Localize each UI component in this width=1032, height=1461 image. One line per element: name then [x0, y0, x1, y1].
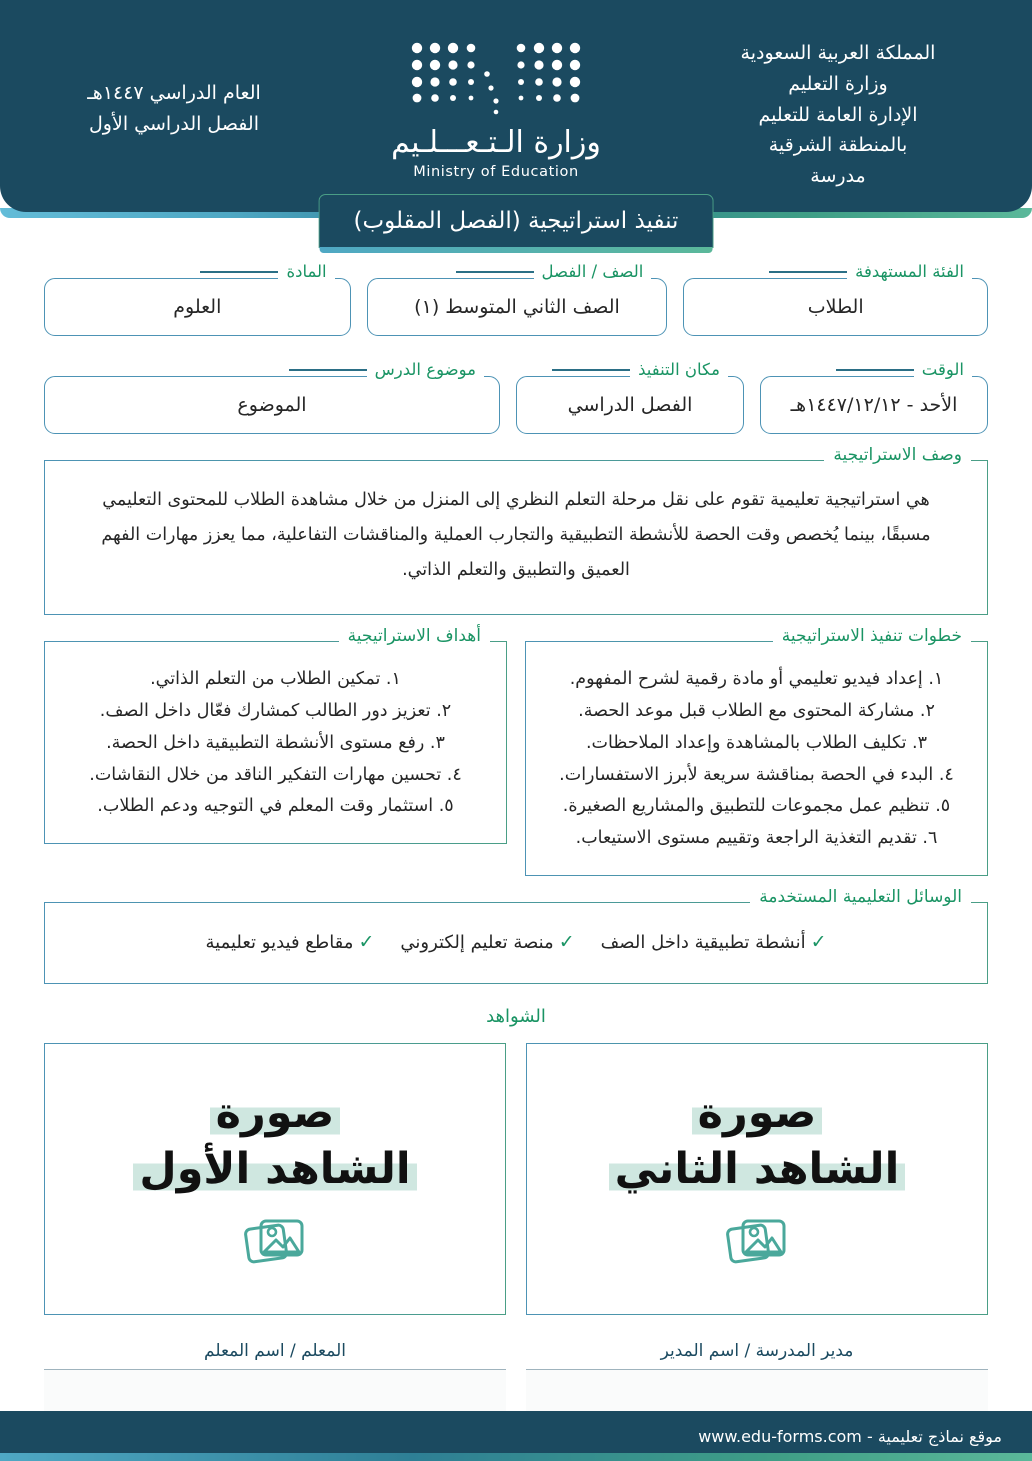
list-item: ٤. تحسين مهارات التفكير الناقد من خلال النقاشات.	[89, 764, 462, 785]
strategy-objectives-box	[44, 626, 507, 844]
list-item: ٥. تنظيم عمل مجموعات للتطبيق والمشاريع الصغيرة.	[562, 796, 951, 817]
evidence-card-first[interactable]	[44, 1043, 506, 1315]
header-line-school: مدرسة	[810, 165, 866, 188]
teaching-aids-box	[44, 887, 988, 984]
logo-english-wordmark: Ministry of Education	[413, 164, 579, 180]
strategy-steps-label: خطوات تنفيذ الاستراتيجية	[773, 628, 971, 645]
evidence-placeholder-line1: صورة	[210, 1087, 341, 1141]
field-time-value[interactable]: الأحد - ١٤٤٧/١٢/١٢هـ	[760, 376, 988, 434]
check-icon: ✓	[810, 931, 827, 954]
list-item: ١. تمكين الطلاب من التعلم الذاتي.	[150, 669, 401, 689]
teaching-aid-item[interactable]	[205, 931, 374, 953]
field-lesson-topic-label: موضوع الدرس	[367, 362, 484, 379]
image-placeholder-icon	[726, 1213, 788, 1271]
signatures-row	[44, 1341, 988, 1421]
signature-teacher-label: المعلم / اسم المعلم	[204, 1341, 346, 1362]
header-academic-year: العام الدراسي ١٤٤٧هـ	[87, 82, 261, 104]
fields-row-2	[44, 362, 988, 434]
strategy-description-label: وصف الاستراتيجية	[824, 447, 971, 464]
list-item: ١. إعداد فيديو تعليمي أو مادة رقمية لشرح المفهوم.	[569, 669, 944, 689]
field-grade-class-value[interactable]: الصف الثاني المتوسط (١)	[367, 278, 668, 336]
field-time-label: الوقت	[914, 362, 972, 379]
page-title: تنفيذ استراتيجية (الفصل المقلوب)	[319, 194, 714, 248]
field-lesson-topic-value[interactable]: الموضوع	[44, 376, 500, 434]
teaching-aid-label: منصة تعليم إلكتروني	[400, 932, 554, 954]
header-semester: الفصل الدراسي الأول	[89, 112, 259, 135]
teaching-aids-list	[65, 919, 967, 967]
evidence-placeholder-line2: الشاهد الثاني	[609, 1143, 906, 1197]
field-location	[516, 362, 744, 434]
check-icon: ✓	[358, 931, 375, 954]
list-item: ٣. رفع مستوى الأنشطة التطبيقية داخل الحصة.	[106, 732, 445, 753]
form-content	[0, 212, 1032, 1421]
strategy-steps-box	[525, 626, 988, 876]
field-location-value[interactable]: الفصل الدراسي	[516, 376, 744, 434]
header-line-region: بالمنطقة الشرقية	[768, 134, 908, 157]
strategy-objectives-list	[65, 658, 486, 827]
strategy-description-text: هي استراتيجية تعليمية تقوم على نقل مرحلة التعلم النظري إلى المنزل من خلال مشاهدة الطلاب للمحتوى التعليمي مسبقًا، بينما يُخصص وقت الحصة للأنشطة التطبيقية والتجارب العملية والمناقشات التفاعلية، مما يعزز مهارات الفهم العميق والتطبيق والتعلم الذاتي.	[101, 490, 931, 580]
ministry-logo	[381, 30, 611, 180]
signature-principal-label: مدير المدرسة / اسم المدير	[660, 1341, 854, 1362]
field-subject-value[interactable]: العلوم	[44, 278, 351, 336]
header-line-directorate: الإدارة العامة للتعليم	[758, 103, 918, 126]
header-line-ministry: وزارة التعليم	[788, 72, 888, 95]
field-location-label: مكان التنفيذ	[630, 362, 728, 379]
field-grade-class-label: الصف / الفصل	[534, 264, 652, 281]
fields-row-1	[44, 264, 988, 336]
field-target-group	[683, 264, 988, 336]
strategy-steps-list	[546, 658, 967, 859]
footer-text: موقع نماذج تعليمية - www.edu-forms.com	[698, 1426, 1002, 1446]
header-ministry-block	[688, 30, 988, 192]
check-icon: ✓	[558, 931, 575, 954]
field-subject-label: المادة	[278, 264, 334, 281]
teaching-aid-label: مقاطع فيديو تعليمية	[205, 932, 354, 954]
strategy-description-box	[44, 445, 988, 615]
teaching-aid-item[interactable]	[601, 931, 827, 953]
evidence-placeholder-line1: صورة	[692, 1087, 823, 1141]
field-subject	[44, 264, 351, 336]
evidence-placeholder-line2: الشاهد الأول	[133, 1143, 416, 1197]
field-lesson-topic	[44, 362, 500, 434]
teaching-aid-item[interactable]	[400, 931, 574, 953]
list-item: ٣. تكليف الطلاب بالمشاهدة وإعداد الملاحظات.	[585, 732, 928, 753]
header-line-kingdom: المملكة العربية السعودية	[740, 42, 936, 64]
strategy-objectives-label: أهداف الاستراتيجية	[339, 628, 490, 645]
field-grade-class	[367, 264, 668, 336]
list-item: ٢. مشاركة المحتوى مع الطلاب قبل موعد الحصة.	[578, 700, 935, 721]
moe-dots-logo-icon	[407, 40, 585, 116]
list-item: ٢. تعزيز دور الطالب كمشارك فعّال داخل الصف.	[99, 700, 452, 721]
signature-teacher	[44, 1341, 506, 1421]
list-item: ٥. استثمار وقت المعلم في التوجيه ودعم الطلاب.	[97, 796, 454, 817]
image-placeholder-icon	[244, 1213, 306, 1271]
page-footer	[0, 1411, 1032, 1461]
list-item: ٦. تقديم التغذية الراجعة وتقييم مستوى الاستيعاب.	[575, 828, 938, 849]
teaching-aids-label: الوسائل التعليمية المستخدمة	[750, 889, 971, 906]
evidence-row	[44, 1043, 988, 1315]
field-target-group-label: الفئة المستهدفة	[847, 264, 972, 281]
field-target-group-value[interactable]: الطلاب	[683, 278, 988, 336]
logo-arabic-wordmark: وزارة الـتـعـــلـيم	[391, 125, 601, 160]
teaching-aid-label: أنشطة تطبيقية داخل الصف	[600, 932, 806, 954]
list-item: ٤. البدء في الحصة بمناقشة سريعة لأبرز الاستفسارات.	[559, 764, 954, 785]
lists-row	[44, 626, 988, 876]
header-academic-block	[44, 30, 304, 140]
evidence-card-second[interactable]	[526, 1043, 988, 1315]
page-header	[0, 0, 1032, 212]
field-time	[760, 362, 988, 434]
evidence-section-title: الشواهد	[486, 1006, 546, 1028]
signature-principal	[526, 1341, 988, 1421]
